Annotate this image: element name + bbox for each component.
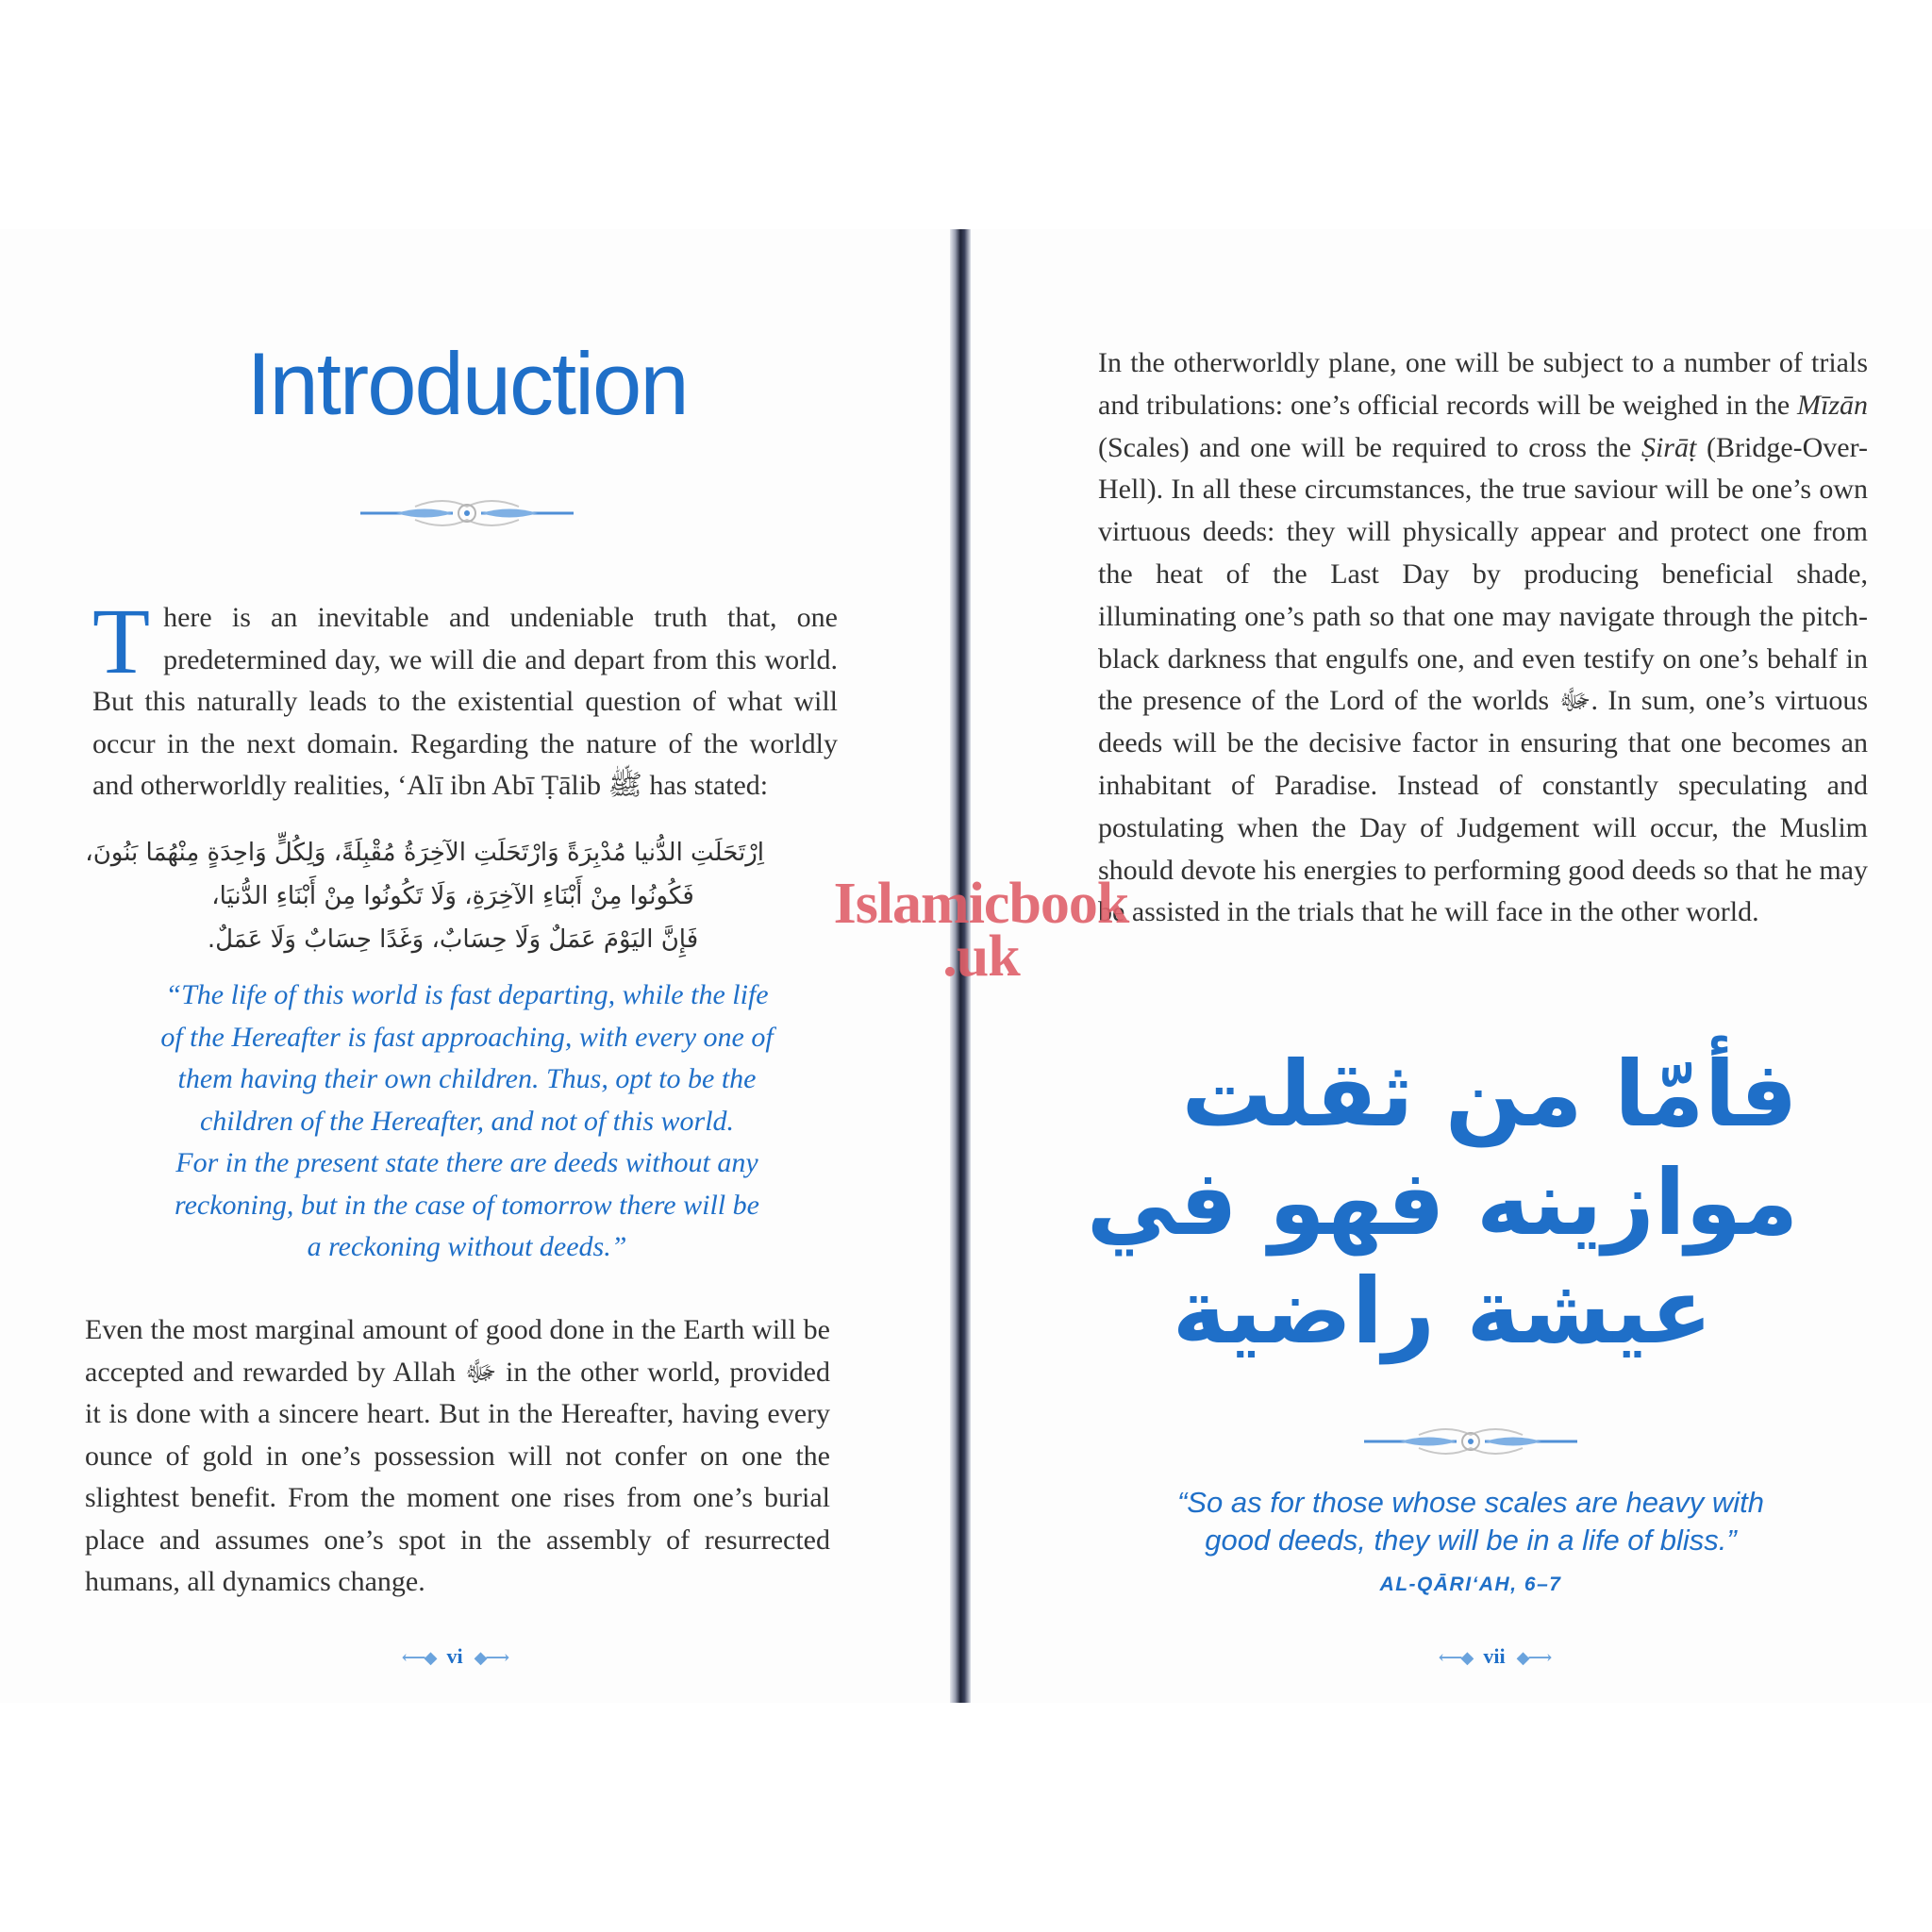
right-paragraph [1098,342,1868,934]
quote-line: For in the present state there are deeds without any [175,1147,758,1178]
paragraph-text: (Bridge-Over-Hell). In all these circumstances, the true saviour will be one’s own virtuous deeds: they will physically appear and protect one from the heat of the Last Day by producing beneficial shade, illuminating one’s path so that one may navigate through the pitch-black darkness that engulfs one, and even testify on one’s behalf in the presence of the Lord of the worlds ﷻ. In sum, one’s virtuous deeds will be the decisive factor in ensuring that one becomes an inhabitant of Paradise. Instead of constantly speculating and postulating when the Day of Judgement will occur, the Muslim should devote his energies to performing good deeds so that he may be assisted in the trials that he will face in the other world. [1098,431,1869,928]
intro-paragraph-1-text: here is an inevitable and undeniable truth that, one predetermined day, we will die and depart from this world. But this naturally leads to the existential question of what will occur in the next domain. Regarding the nature of the worldly and otherworldly realities, ‘Alī ibn Abī Ṭālib ﷺ has stated: [92,602,838,801]
verse-reference: AL-QĀRI‘AH, 6–7 [1379,1574,1562,1595]
term-sirat: Ṣirāṭ [1641,431,1697,463]
quote-line: them having their own children. Thus, opt to be the [177,1063,757,1094]
page-number-ornament-icon: ⟵◆ [401,1648,436,1667]
paragraph-text: (Scales) and one will be required to cross the [1098,431,1641,463]
calligraphy-line: موازينه فهو في [1086,1150,1799,1256]
page-number-value: vi [446,1644,463,1668]
page-number-ornament-icon: ◆⟶ [474,1648,508,1667]
ornament-divider-icon [1362,1420,1579,1463]
quote-line: “The life of this world is fast departing, while the life [165,979,769,1010]
translated-quote [123,974,811,1269]
ornament-divider-icon [358,491,575,535]
arabic-line: اِرْتَحَلَتِ الدُّنيا مُدْبِرَةً وَارْتَحَلَتِ الآخِرَةُ مُقْبِلَةً، وَلِكُلٍّ وَاحِدَةٍ مِنْهُمَا بَنُونَ، [85,839,764,867]
quote-line: of the Hereafter is fast approaching, with every one of [160,1021,774,1053]
paragraph-text: In the otherworldly plane, one will be subject to a number of trials and tribulations: one’s official records will be weighed in the [1098,347,1868,421]
watermark [802,872,1160,989]
arabic-quote [85,831,764,961]
arabic-calligraphy [1086,1022,1799,1380]
page-number-ornament-icon: ◆⟶ [1516,1648,1551,1667]
verse-line: “So as for those whose scales are heavy with [1176,1486,1765,1519]
verse-line: good deeds, they will be in a life of bliss.” [1205,1524,1737,1557]
quote-line: reckoning, but in the case of tomorrow there will be [175,1189,759,1221]
watermark-line: .uk [942,924,1020,989]
quote-line: children of the Hereafter, and not of this world. [199,1105,735,1137]
page-number-ornament-icon: ⟵◆ [1438,1648,1473,1667]
term-mizan: Mīzān [1797,389,1868,421]
intro-paragraph-2: Even the most marginal amount of good done in the Earth will be accepted and rewarded by Allah ﷻ in the other world, provided it is done with a sincere heart. But in the Hereafter, having every ounce of gold in one’s possession will not confer on one the slightest benefit. From the moment one rises from one’s burial place and assumes one’s spot in the assembly of resurrected humans, all dynamics change. [85,1314,830,1597]
page-number [1391,1644,1598,1669]
page-number-value: vii [1483,1644,1506,1668]
intro-paragraph-1 [92,589,838,808]
page-title: Introduction [246,334,688,433]
watermark-line: Islamicbook [833,872,1129,936]
calligraphy-line: فأمّا من ثقلت [1181,1041,1798,1147]
drop-cap: T [92,589,151,693]
page-number [351,1644,558,1669]
calligraphy-line: عيشة راضية [1172,1258,1713,1364]
verse-translation [1122,1484,1820,1559]
arabic-line: فَكُونُوا مِنْ أَبْنَاءِ الآخِرَةِ، وَلَا تَكُونُوا مِنْ أَبْنَاءِ الدُّنيَا، [211,882,694,910]
quote-line: a reckoning without deeds.” [307,1231,627,1262]
arabic-line: فَإِنَّ اليَوْمَ عَمَلٌ وَلَا حِسَابٌ، وَغَدًا حِسَابٌ وَلَا عَمَلٌ. [207,925,699,954]
